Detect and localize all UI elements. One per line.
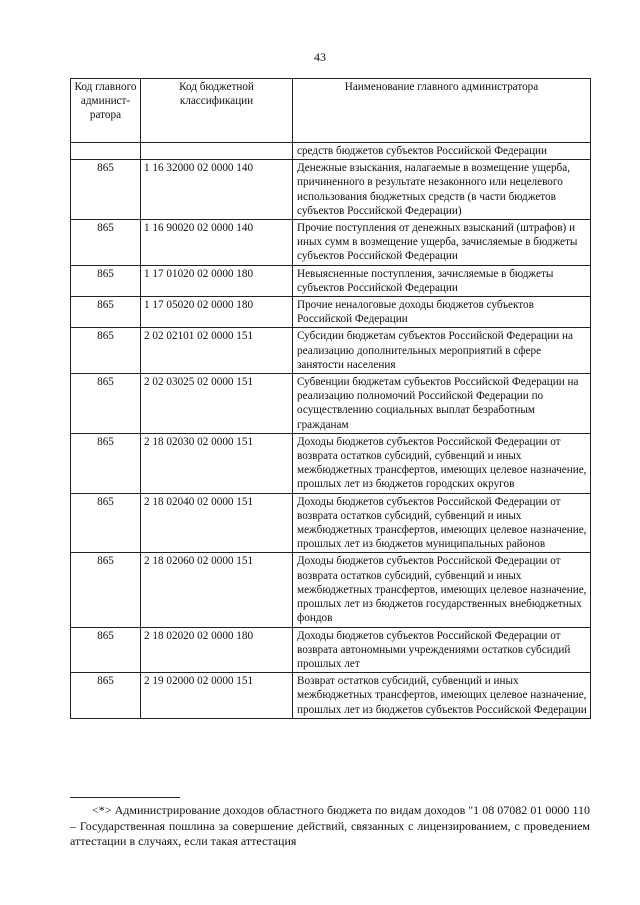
administrator-name-cell: Невыясненные поступления, зачисляемые в бюджеты субъектов Российской Федерации [293,265,591,296]
table-row [71,374,591,434]
admin-code-cell: 865 [71,297,141,328]
administrator-name-cell: Субвенции бюджетам субъектов Российской Федерации на реализацию полномочий Российской Федерации по осуществлению социальных выплат безработным гражданам [293,374,591,434]
table-row [71,265,591,296]
administrator-name-cell: средств бюджетов субъектов Российской Федерации [293,143,591,160]
table-row [71,627,591,673]
header-admin-code: Код главного админист-ратора [71,79,141,143]
admin-code-cell: 865 [71,160,141,220]
footnote [70,797,590,850]
administrator-name-cell: Субсидии бюджетам субъектов Российской Федерации на реализацию дополнительных мероприятий в сфере занятости населения [293,328,591,374]
administrator-name-cell: Прочие неналоговые доходы бюджетов субъектов Российской Федерации [293,297,591,328]
table-row [71,553,591,627]
classification-code-cell: 2 18 02040 02 0000 151 [141,493,293,553]
table-header [71,79,591,143]
admin-code-cell: 865 [71,265,141,296]
classification-code-cell: 2 18 02030 02 0000 151 [141,433,293,493]
header-row [71,79,591,143]
administrator-name-cell: Доходы бюджетов субъектов Российской Федерации от возврата остатков субсидий, субвенций и иных межбюджетных трансфертов, имеющих целевое назначение, прошлых лет из бюджетов государственных внебюджетных фондов [293,553,591,627]
admin-code-cell: 865 [71,493,141,553]
footnote-text: <*> Администрирование доходов областного бюджета по видам доходов "1 08 07082 01 0000 110 – Государственная пошлина за совершение действий, связанных с лицензированием, с проведением аттестации в случаях, если такая аттестация [70,803,590,849]
classification-code-cell: 1 16 32000 02 0000 140 [141,160,293,220]
administrator-name-cell: Доходы бюджетов субъектов Российской Федерации от возврата автономными учреждениями остатков субсидий прошлых лет [293,627,591,673]
classification-code-cell: 2 19 02000 02 0000 151 [141,673,293,719]
table-row [71,328,591,374]
admin-code-cell: 865 [71,328,141,374]
administrator-name-cell: Возврат остатков субсидий, субвенций и иных межбюджетных трансфертов, имеющих целевое назначение, прошлых лет из бюджетов субъектов Российской Федерации [293,673,591,719]
admin-code-cell: 865 [71,433,141,493]
administrator-name-cell: Доходы бюджетов субъектов Российской Федерации от возврата остатков субсидий, субвенций и иных межбюджетных трансфертов, имеющих целевое назначение, прошлых лет из бюджетов муниципальных районов [293,493,591,553]
classification-code-cell: 2 18 02060 02 0000 151 [141,553,293,627]
table-row [71,220,591,266]
admin-code-cell: 865 [71,553,141,627]
table-row [71,673,591,719]
footnote-separator [70,797,180,798]
table-body [71,143,591,719]
header-classification-code: Код бюджетной классификации [141,79,293,143]
admin-code-cell [71,143,141,160]
table-row [71,493,591,553]
classification-code-cell: 1 17 01020 02 0000 180 [141,265,293,296]
admin-code-cell: 865 [71,673,141,719]
page-number: 43 [314,50,326,64]
header-administrator-name: Наименование главного администратора [293,79,591,143]
admin-code-cell: 865 [71,627,141,673]
administrator-name-cell: Прочие поступления от денежных взысканий (штрафов) и иных сумм в возмещение ущерба, зачисляемые в бюджеты субъектов Российской Федерации [293,220,591,266]
classification-code-cell: 2 02 02101 02 0000 151 [141,328,293,374]
table-row [71,143,591,160]
table-row [71,160,591,220]
classification-code-cell: 1 17 05020 02 0000 180 [141,297,293,328]
administrator-name-cell: Денежные взыскания, налагаемые в возмещение ущерба, причиненного в результате незаконного или нецелевого использования бюджетных средств (в части бюджетов субъектов Российской Федерации) [293,160,591,220]
classification-code-cell [141,143,293,160]
admin-code-cell: 865 [71,220,141,266]
table-row [71,433,591,493]
admin-code-cell: 865 [71,374,141,434]
table-row [71,297,591,328]
administrator-name-cell: Доходы бюджетов субъектов Российской Федерации от возврата остатков субсидий, субвенций и иных межбюджетных трансфертов, имеющих целевое назначение, прошлых лет из бюджетов городских округов [293,433,591,493]
classification-code-cell: 1 16 90020 02 0000 140 [141,220,293,266]
budget-administrators-table [70,78,591,719]
classification-code-cell: 2 02 03025 02 0000 151 [141,374,293,434]
classification-code-cell: 2 18 02020 02 0000 180 [141,627,293,673]
